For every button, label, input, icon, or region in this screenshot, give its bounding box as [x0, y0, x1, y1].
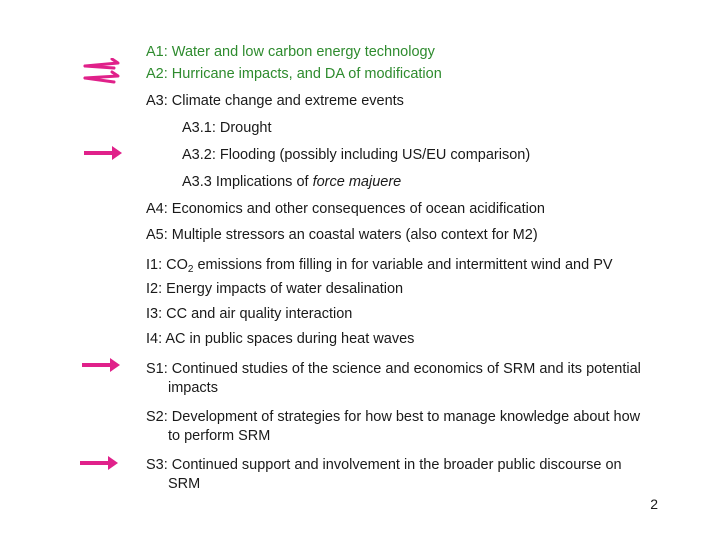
item-a3-3 [182, 173, 401, 191]
item-s3-line2: SRM [168, 476, 201, 492]
arrow-right-icon [82, 357, 122, 373]
arrow-right-icon [84, 145, 124, 161]
item-a3-1: A3.1: Drought [182, 120, 272, 136]
page-number: 2 [650, 496, 658, 512]
item-i1-prefix: I1: CO [146, 257, 188, 273]
item-i1-suffix: emissions from filling in for variable and intermittent wind and PV [193, 257, 613, 273]
item-i4: I4: AC in public spaces during heat waves [146, 331, 415, 347]
item-a3-2: A3.2: Flooding (possibly including US/EU comparison) [182, 147, 531, 163]
item-s2-line1: S2: Development of strategies for how best to manage knowledge about how [146, 409, 641, 425]
item-s3-line1: S3: Continued support and involvement in the broader public discourse on [146, 457, 622, 473]
arrow-right-icon [80, 455, 120, 471]
item-i3: I3: CC and air quality interaction [146, 306, 353, 322]
item-a3-3-prefix: A3.3 Implications of [182, 174, 313, 190]
item-a3-3-italic: force majuere [312, 174, 402, 190]
item-a3: A3: Climate change and extreme events [146, 93, 404, 109]
item-a1: A1: Water and low carbon energy technology [146, 44, 435, 60]
item-s1-line1: S1: Continued studies of the science and economics of SRM and its potential [146, 361, 641, 377]
item-i1 [146, 256, 613, 274]
item-s1-line2: impacts [168, 380, 218, 396]
item-i1-sub: 2 [187, 264, 194, 275]
item-a4: A4: Economics and other consequences of ocean acidification [146, 201, 545, 217]
item-s2-line2: to perform SRM [168, 428, 271, 444]
item-a5: A5: Multiple stressors an coastal waters (also context for M2) [146, 227, 538, 243]
double-arrow-icon [82, 58, 122, 88]
item-i2: I2: Energy impacts of water desalination [146, 281, 404, 297]
item-a2: A2: Hurricane impacts, and DA of modification [146, 66, 442, 82]
